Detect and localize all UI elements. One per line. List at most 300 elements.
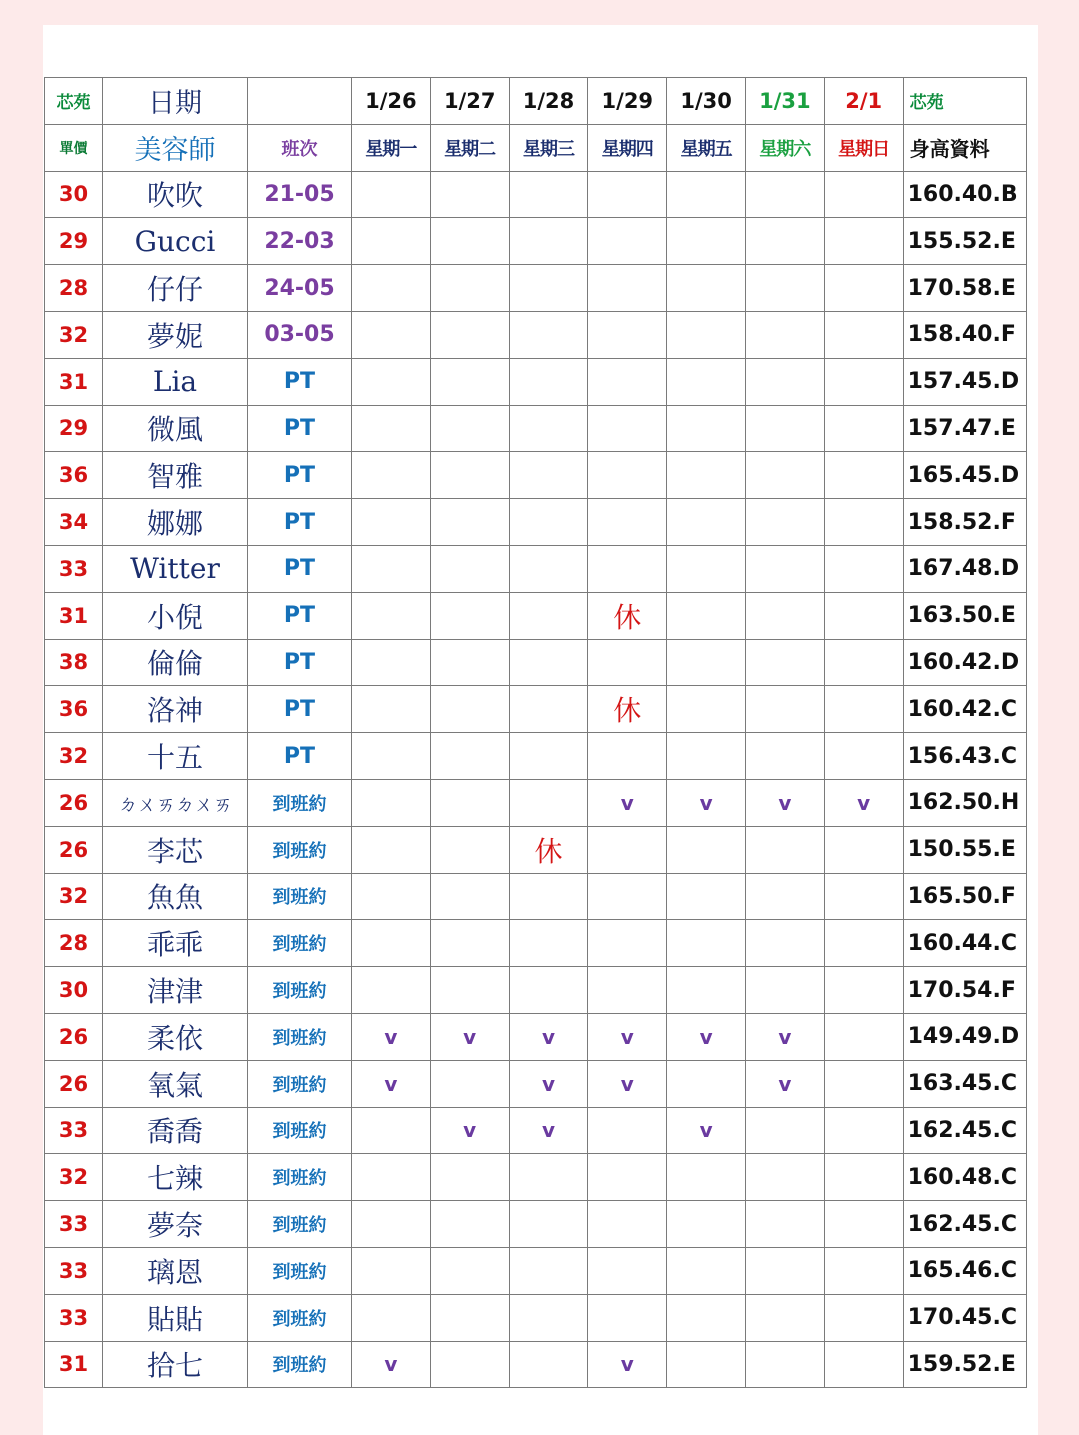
shift-cell: 到班約 <box>248 1341 352 1388</box>
day-cell <box>745 1201 824 1248</box>
height-cell: 170.45.C <box>903 1294 1026 1341</box>
height-cell: 158.40.F <box>903 311 1026 358</box>
day-cell <box>352 920 431 967</box>
beautician-name: 倫倫 <box>103 639 248 686</box>
day-cell <box>745 639 824 686</box>
day-cell: v <box>352 1060 431 1107</box>
day-cell: v <box>745 1060 824 1107</box>
day-cell <box>509 920 588 967</box>
day-cell <box>588 218 667 265</box>
date-header: 1/26 <box>352 78 431 125</box>
beautician-name: 智雅 <box>103 452 248 499</box>
day-cell <box>588 265 667 312</box>
table-row <box>45 452 1027 499</box>
day-cell <box>352 733 431 780</box>
price-cell: 26 <box>45 1060 103 1107</box>
beautician-name: 氧氣 <box>103 1060 248 1107</box>
day-cell <box>352 592 431 639</box>
day-cell <box>509 967 588 1014</box>
shift-cell: 到班約 <box>248 1294 352 1341</box>
day-cell <box>667 1294 746 1341</box>
day-cell <box>745 1247 824 1294</box>
day-cell: v <box>588 1013 667 1060</box>
day-cell <box>352 639 431 686</box>
day-cell <box>745 452 824 499</box>
day-cell <box>667 733 746 780</box>
day-cell <box>509 1341 588 1388</box>
date-header: 1/28 <box>509 78 588 125</box>
price-cell: 30 <box>45 967 103 1014</box>
day-cell <box>667 686 746 733</box>
day-cell <box>352 358 431 405</box>
price-cell: 33 <box>45 1107 103 1154</box>
day-cell <box>588 873 667 920</box>
day-cell <box>509 545 588 592</box>
price-cell: 38 <box>45 639 103 686</box>
table-row <box>45 311 1027 358</box>
day-cell: v <box>745 1013 824 1060</box>
day-cell <box>352 967 431 1014</box>
day-cell <box>588 311 667 358</box>
day-cell <box>509 1294 588 1341</box>
day-cell <box>824 171 903 218</box>
day-cell <box>588 920 667 967</box>
table-row <box>45 779 1027 826</box>
day-cell: v <box>667 1107 746 1154</box>
beautician-name: 璃恩 <box>103 1247 248 1294</box>
day-cell <box>824 639 903 686</box>
day-cell <box>588 826 667 873</box>
shift-label: 班次 <box>248 124 352 171</box>
price-cell: 33 <box>45 1201 103 1248</box>
day-cell: v <box>352 1013 431 1060</box>
day-cell <box>509 733 588 780</box>
price-cell: 32 <box>45 733 103 780</box>
shift-cell: 到班約 <box>248 967 352 1014</box>
day-cell <box>824 1060 903 1107</box>
shift-cell: 21-05 <box>248 171 352 218</box>
day-cell: v <box>667 779 746 826</box>
table-row <box>45 1247 1027 1294</box>
table-row <box>45 499 1027 546</box>
shift-cell: 到班約 <box>248 1247 352 1294</box>
height-cell: 160.42.C <box>903 686 1026 733</box>
day-cell <box>824 1341 903 1388</box>
day-cell <box>745 592 824 639</box>
height-cell: 160.44.C <box>903 920 1026 967</box>
day-cell <box>430 311 509 358</box>
day-cell <box>430 1294 509 1341</box>
beautician-name: 李芯 <box>103 826 248 873</box>
shift-cell: 到班約 <box>248 826 352 873</box>
shift-header-blank <box>248 78 352 125</box>
shift-cell: 到班約 <box>248 873 352 920</box>
day-cell <box>745 218 824 265</box>
height-cell: 165.50.F <box>903 873 1026 920</box>
schedule-table <box>44 77 1027 1388</box>
day-cell <box>667 873 746 920</box>
table-row <box>45 873 1027 920</box>
shift-cell: PT <box>248 639 352 686</box>
day-cell <box>824 1107 903 1154</box>
price-cell: 28 <box>45 265 103 312</box>
day-cell <box>667 311 746 358</box>
day-cell <box>745 826 824 873</box>
day-cell: 休 <box>509 826 588 873</box>
beautician-name: 小倪 <box>103 592 248 639</box>
day-cell <box>430 733 509 780</box>
date-header-sunday: 2/1 <box>824 78 903 125</box>
height-cell: 162.45.C <box>903 1107 1026 1154</box>
day-cell <box>667 639 746 686</box>
shift-cell: 到班約 <box>248 1201 352 1248</box>
day-cell <box>824 1294 903 1341</box>
day-cell <box>667 1060 746 1107</box>
day-cell <box>352 545 431 592</box>
day-cell: v <box>667 1013 746 1060</box>
day-cell <box>509 592 588 639</box>
date-header-saturday: 1/31 <box>745 78 824 125</box>
day-cell <box>667 265 746 312</box>
table-row <box>45 218 1027 265</box>
price-cell: 36 <box>45 686 103 733</box>
height-cell: 158.52.F <box>903 499 1026 546</box>
day-cell <box>588 499 667 546</box>
day-cell <box>824 920 903 967</box>
day-cell <box>824 545 903 592</box>
shift-cell: 到班約 <box>248 779 352 826</box>
day-cell <box>430 1154 509 1201</box>
shift-cell: 到班約 <box>248 920 352 967</box>
day-cell <box>588 171 667 218</box>
day-cell <box>509 873 588 920</box>
day-cell <box>352 311 431 358</box>
height-cell: 162.45.C <box>903 1201 1026 1248</box>
brand-label-right: 芯苑 <box>903 78 1026 125</box>
day-cell <box>509 1154 588 1201</box>
day-cell <box>824 1154 903 1201</box>
shift-cell: 到班約 <box>248 1013 352 1060</box>
day-cell <box>588 733 667 780</box>
table-row <box>45 1294 1027 1341</box>
day-cell <box>352 1201 431 1248</box>
day-cell <box>667 1154 746 1201</box>
shift-cell: 22-03 <box>248 218 352 265</box>
price-cell: 28 <box>45 920 103 967</box>
day-cell <box>667 1247 746 1294</box>
day-cell <box>352 405 431 452</box>
day-cell <box>352 265 431 312</box>
day-cell: v <box>430 1107 509 1154</box>
table-row <box>45 265 1027 312</box>
price-cell: 33 <box>45 1294 103 1341</box>
day-cell <box>588 1154 667 1201</box>
height-cell: 157.47.E <box>903 405 1026 452</box>
price-cell: 32 <box>45 1154 103 1201</box>
height-cell: 165.46.C <box>903 1247 1026 1294</box>
day-cell <box>352 779 431 826</box>
price-cell: 32 <box>45 311 103 358</box>
day-cell <box>588 1107 667 1154</box>
price-cell: 31 <box>45 592 103 639</box>
weekday-header-saturday: 星期六 <box>745 124 824 171</box>
height-cell: 149.49.D <box>903 1013 1026 1060</box>
weekday-header-sunday: 星期日 <box>824 124 903 171</box>
day-cell: 休 <box>588 592 667 639</box>
table-row <box>45 1201 1027 1248</box>
day-cell <box>430 405 509 452</box>
day-cell <box>352 1107 431 1154</box>
day-cell <box>430 967 509 1014</box>
day-cell <box>430 545 509 592</box>
shift-cell: 03-05 <box>248 311 352 358</box>
day-cell <box>745 686 824 733</box>
day-cell: v <box>509 1013 588 1060</box>
price-cell: 32 <box>45 873 103 920</box>
day-cell: v <box>509 1107 588 1154</box>
day-cell: v <box>509 1060 588 1107</box>
day-cell: v <box>745 779 824 826</box>
beautician-label: 美容師 <box>103 124 248 171</box>
shift-cell: PT <box>248 545 352 592</box>
header-row-weekdays <box>45 124 1027 171</box>
beautician-name: 娜娜 <box>103 499 248 546</box>
day-cell <box>430 358 509 405</box>
shift-cell: 24-05 <box>248 265 352 312</box>
shift-cell: PT <box>248 358 352 405</box>
brand-label: 芯苑 <box>45 78 103 125</box>
beautician-name: Witter <box>103 545 248 592</box>
day-cell <box>509 452 588 499</box>
beautician-name: 貼貼 <box>103 1294 248 1341</box>
day-cell <box>667 218 746 265</box>
day-cell <box>824 967 903 1014</box>
day-cell <box>745 1341 824 1388</box>
table-row <box>45 358 1027 405</box>
price-cell: 33 <box>45 545 103 592</box>
day-cell <box>824 686 903 733</box>
day-cell <box>430 1060 509 1107</box>
day-cell <box>588 1247 667 1294</box>
day-cell <box>430 639 509 686</box>
price-cell: 34 <box>45 499 103 546</box>
shift-cell: PT <box>248 592 352 639</box>
shift-cell: 到班約 <box>248 1060 352 1107</box>
day-cell <box>352 218 431 265</box>
day-cell <box>430 265 509 312</box>
day-cell: v <box>588 1341 667 1388</box>
day-cell <box>667 592 746 639</box>
beautician-name: 吹吹 <box>103 171 248 218</box>
day-cell <box>745 1107 824 1154</box>
day-cell <box>824 733 903 780</box>
beautician-name: Gucci <box>103 218 248 265</box>
height-cell: 156.43.C <box>903 733 1026 780</box>
day-cell <box>430 1247 509 1294</box>
height-cell: 157.45.D <box>903 358 1026 405</box>
day-cell <box>509 499 588 546</box>
height-cell: 163.45.C <box>903 1060 1026 1107</box>
day-cell <box>745 545 824 592</box>
day-cell <box>509 171 588 218</box>
table-row <box>45 1107 1027 1154</box>
table-row <box>45 1013 1027 1060</box>
day-cell <box>352 1154 431 1201</box>
day-cell <box>667 1201 746 1248</box>
day-cell <box>745 1154 824 1201</box>
day-cell <box>667 452 746 499</box>
table-row <box>45 1154 1027 1201</box>
day-cell <box>509 265 588 312</box>
day-cell <box>588 452 667 499</box>
price-cell: 31 <box>45 358 103 405</box>
date-label: 日期 <box>103 78 248 125</box>
table-row <box>45 967 1027 1014</box>
date-header: 1/29 <box>588 78 667 125</box>
day-cell <box>667 545 746 592</box>
day-cell <box>824 1201 903 1248</box>
day-cell <box>588 967 667 1014</box>
beautician-name: 津津 <box>103 967 248 1014</box>
day-cell: v <box>588 779 667 826</box>
beautician-name: 柔依 <box>103 1013 248 1060</box>
shift-cell: 到班約 <box>248 1107 352 1154</box>
day-cell: v <box>352 1341 431 1388</box>
day-cell <box>667 1341 746 1388</box>
height-cell: 170.54.F <box>903 967 1026 1014</box>
day-cell <box>588 545 667 592</box>
day-cell <box>430 1201 509 1248</box>
day-cell <box>509 311 588 358</box>
height-cell: 155.52.E <box>903 218 1026 265</box>
table-row <box>45 686 1027 733</box>
beautician-name: 喬喬 <box>103 1107 248 1154</box>
height-cell: 167.48.D <box>903 545 1026 592</box>
day-cell <box>745 1294 824 1341</box>
height-cell: 162.50.H <box>903 779 1026 826</box>
day-cell <box>509 639 588 686</box>
date-header: 1/27 <box>430 78 509 125</box>
day-cell <box>430 452 509 499</box>
schedule-sheet <box>43 25 1038 1435</box>
day-cell <box>745 171 824 218</box>
day-cell: 休 <box>588 686 667 733</box>
beautician-name: 仔仔 <box>103 265 248 312</box>
day-cell <box>824 311 903 358</box>
day-cell <box>667 967 746 1014</box>
day-cell <box>430 218 509 265</box>
day-cell <box>588 358 667 405</box>
table-row <box>45 545 1027 592</box>
day-cell <box>824 592 903 639</box>
day-cell <box>430 171 509 218</box>
beautician-name: 夢妮 <box>103 311 248 358</box>
height-cell: 165.45.D <box>903 452 1026 499</box>
day-cell <box>430 873 509 920</box>
day-cell <box>430 1341 509 1388</box>
beautician-name: 微風 <box>103 405 248 452</box>
beautician-name: 夢奈 <box>103 1201 248 1248</box>
shift-cell: PT <box>248 405 352 452</box>
day-cell <box>352 873 431 920</box>
weekday-header: 星期一 <box>352 124 431 171</box>
day-cell <box>824 499 903 546</box>
day-cell <box>745 873 824 920</box>
day-cell <box>667 171 746 218</box>
day-cell <box>509 1247 588 1294</box>
day-cell <box>430 686 509 733</box>
day-cell <box>430 499 509 546</box>
height-cell: 160.48.C <box>903 1154 1026 1201</box>
day-cell <box>824 1247 903 1294</box>
price-cell: 26 <box>45 779 103 826</box>
day-cell <box>352 452 431 499</box>
day-cell <box>745 405 824 452</box>
beautician-name: Lia <box>103 358 248 405</box>
table-row <box>45 920 1027 967</box>
day-cell <box>352 826 431 873</box>
height-cell: 160.40.B <box>903 171 1026 218</box>
shift-cell: PT <box>248 452 352 499</box>
day-cell <box>745 733 824 780</box>
table-row <box>45 639 1027 686</box>
day-cell <box>352 1294 431 1341</box>
day-cell <box>588 639 667 686</box>
day-cell <box>667 499 746 546</box>
day-cell <box>509 218 588 265</box>
day-cell: v <box>588 1060 667 1107</box>
day-cell <box>509 405 588 452</box>
height-cell: 159.52.E <box>903 1341 1026 1388</box>
day-cell <box>667 358 746 405</box>
weekday-header: 星期三 <box>509 124 588 171</box>
height-cell: 163.50.E <box>903 592 1026 639</box>
beautician-name: ㄉㄨㄞㄉㄨㄞ <box>103 779 248 826</box>
table-row <box>45 1341 1027 1388</box>
table-row <box>45 405 1027 452</box>
weekday-header: 星期二 <box>430 124 509 171</box>
day-cell <box>824 358 903 405</box>
day-cell <box>824 265 903 312</box>
header-row-dates <box>45 78 1027 125</box>
day-cell <box>509 686 588 733</box>
day-cell <box>824 826 903 873</box>
price-cell: 26 <box>45 826 103 873</box>
table-row <box>45 826 1027 873</box>
beautician-name: 洛神 <box>103 686 248 733</box>
day-cell <box>745 967 824 1014</box>
beautician-name: 魚魚 <box>103 873 248 920</box>
day-cell <box>430 779 509 826</box>
day-cell <box>667 920 746 967</box>
day-cell <box>667 826 746 873</box>
price-cell: 26 <box>45 1013 103 1060</box>
height-cell: 170.58.E <box>903 265 1026 312</box>
beautician-name: 拾七 <box>103 1341 248 1388</box>
price-cell: 30 <box>45 171 103 218</box>
day-cell: v <box>824 779 903 826</box>
day-cell <box>509 1201 588 1248</box>
beautician-name: 乖乖 <box>103 920 248 967</box>
price-label: 單價 <box>45 124 103 171</box>
day-cell <box>824 405 903 452</box>
height-cell: 150.55.E <box>903 826 1026 873</box>
day-cell <box>824 1013 903 1060</box>
beautician-name: 十五 <box>103 733 248 780</box>
price-cell: 33 <box>45 1247 103 1294</box>
day-cell <box>352 171 431 218</box>
day-cell <box>588 1294 667 1341</box>
